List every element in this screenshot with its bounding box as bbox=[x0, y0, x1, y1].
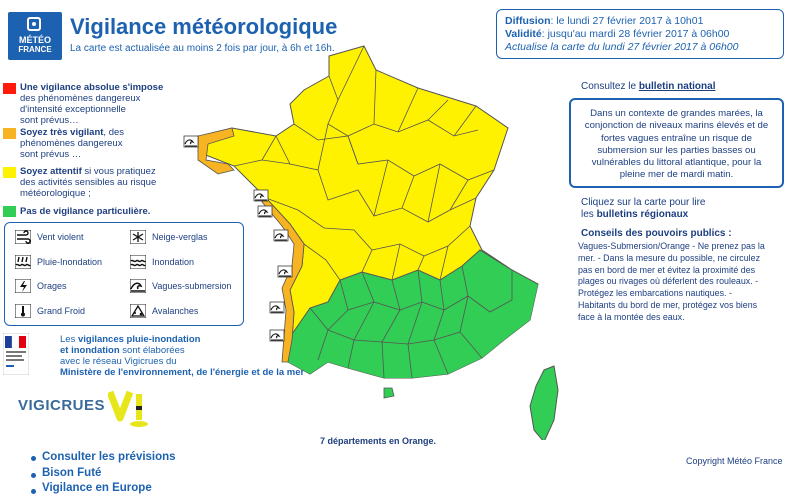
regional-bulletins bbox=[581, 197, 706, 221]
page-subtitle: La carte est actualisée au moins 2 fois par jour, à 6h et 16h. bbox=[70, 43, 335, 54]
map-andorra-area bbox=[384, 388, 394, 398]
regional-pre: les bbox=[581, 209, 597, 220]
validite-value: : jusqu'au mardi 28 février 2017 à 06h00 bbox=[541, 28, 730, 40]
conseils-line: face à la montée des eaux. bbox=[578, 311, 685, 322]
legend-orange-tail: , des bbox=[103, 127, 125, 138]
legend-red-line3: sont prévus… bbox=[20, 115, 79, 126]
logo-mark-icon bbox=[27, 17, 41, 31]
thermometer-icon bbox=[15, 304, 31, 318]
conseils-text bbox=[578, 241, 790, 324]
vigicrues-logo-text[interactable]: VIGICRUES bbox=[18, 397, 106, 414]
wave-submersion-icon bbox=[130, 279, 146, 293]
phenomenon-label: Inondation bbox=[152, 257, 195, 267]
validite-label: Validité bbox=[505, 28, 542, 40]
vigicrues-logo-mark[interactable] bbox=[108, 388, 156, 430]
diffusion-value: : le lundi 27 février 2017 à 10h01 bbox=[550, 15, 704, 27]
rain-flood-icon bbox=[15, 255, 31, 269]
ministry-line1-bold: vigilances pluie-inondation bbox=[77, 334, 201, 345]
legend-orange-line2: sont prévus … bbox=[20, 149, 82, 160]
phenomenon-rain-flood bbox=[15, 255, 102, 269]
flood-icon bbox=[130, 255, 146, 269]
ministry-line4: Ministère de l'environnement, de l'énergie et de la mer bbox=[60, 367, 305, 378]
conseils-line: Habitants du bord de mer, protégez vos biens bbox=[578, 299, 758, 310]
national-summary-box bbox=[569, 98, 784, 188]
diffusion-line bbox=[505, 15, 775, 28]
meteo-france-logo[interactable] bbox=[8, 12, 62, 60]
snow-ice-icon bbox=[130, 230, 146, 244]
legend-yellow-text bbox=[20, 166, 156, 199]
consult-national bbox=[581, 81, 715, 92]
logo-text-line1: MÉTÉO bbox=[18, 35, 51, 45]
legend-red-line2: d'intensité exceptionnelle bbox=[20, 104, 126, 115]
avalanche-icon bbox=[130, 304, 146, 318]
conseils-line: Vagues-Submersion/Orange - Ne prenez pas la bbox=[578, 241, 765, 251]
link-vigilance-europe[interactable]: Vigilance en Europe bbox=[42, 482, 152, 494]
legend-yellow-line1: des activités sensibles au risque bbox=[20, 177, 157, 188]
page-title: Vigilance météorologique bbox=[70, 14, 338, 39]
phenomenon-wind bbox=[15, 230, 84, 244]
phenomenon-label: Orages bbox=[37, 281, 67, 291]
legend-yellow-title: Soyez attentif bbox=[20, 166, 82, 177]
phenomenon-label: Neige-verglas bbox=[152, 232, 208, 242]
conseils-line: plages ou rivages où déferlent des rouleaux. - bbox=[578, 276, 759, 287]
legend-green-text bbox=[20, 206, 150, 217]
copyright: Copyright Météo France bbox=[686, 456, 783, 466]
ministry-line2-rest: sont élaborées bbox=[119, 345, 185, 356]
legend-orange-swatch bbox=[3, 128, 16, 139]
logo-text-line2: FRANCE bbox=[18, 45, 52, 54]
conseils-line: Protégez les embarcations nautiques. - bbox=[578, 288, 732, 299]
legend-yellow-swatch bbox=[3, 167, 16, 178]
actualise-line: Actualise la carte du lundi 27 février 2017 à 06h00 bbox=[505, 41, 739, 53]
conseils-title: Conseils des pouvoirs publics : bbox=[581, 228, 732, 239]
legend-red-text bbox=[20, 82, 163, 126]
link-consulter-previsions[interactable]: Consulter les prévisions bbox=[42, 451, 176, 463]
legend-orange-line1: phénomènes dangereux bbox=[20, 138, 123, 149]
legend-red-line1: des phénomènes dangereux bbox=[20, 93, 141, 104]
bullet-icon bbox=[31, 473, 36, 478]
storm-icon bbox=[15, 279, 31, 293]
france-vigilance-map[interactable] bbox=[178, 40, 562, 440]
legend-green-title: Pas de vigilance particulière. bbox=[20, 206, 151, 217]
phenomenon-cold bbox=[15, 304, 85, 318]
bullet-icon bbox=[31, 489, 36, 494]
regional-bulletins-link[interactable]: bulletins régionaux bbox=[596, 209, 689, 220]
conseils-line: pas en bord de mer et évitez la proximité des bbox=[578, 264, 756, 275]
legend-yellow-line2: météorologique ; bbox=[20, 188, 91, 199]
legend-red-title: Une vigilance absolue s'impose bbox=[20, 82, 164, 93]
bullet-icon bbox=[31, 456, 36, 461]
link-bison-fute[interactable]: Bison Futé bbox=[42, 467, 102, 479]
phenomenon-label: Vagues-submersion bbox=[152, 281, 232, 291]
phenomenon-storm bbox=[15, 279, 67, 293]
map-corsica[interactable] bbox=[530, 366, 558, 440]
wind-icon bbox=[15, 230, 31, 244]
republique-francaise-logo bbox=[3, 333, 29, 375]
ministry-line1-pre: Les bbox=[60, 334, 78, 345]
ministry-line3: avec le réseau Vigicrues du bbox=[60, 356, 177, 367]
legend-green-swatch bbox=[3, 206, 16, 217]
legend-red-swatch bbox=[3, 83, 16, 94]
regional-line1: Cliquez sur la carte pour lire bbox=[581, 197, 706, 208]
phenomenon-label: Avalanches bbox=[152, 306, 199, 316]
phenomenon-label: Grand Froid bbox=[37, 306, 86, 316]
legend-orange-title: Soyez très vigilant bbox=[20, 127, 104, 138]
phenomenon-label: Pluie-Inondation bbox=[37, 257, 103, 267]
diffusion-label: Diffusion bbox=[505, 15, 551, 27]
national-summary-text: Dans un contexte de grandes marées, la conjonction de niveaux marins élevés et de fortes vagues entraîne un risque de submersion sur les parties basses ou vulnérables du littoral atlantique, pour la pleine mer de mardi matin. bbox=[584, 108, 769, 181]
phenomenon-label: Vent violent bbox=[37, 232, 84, 242]
consult-pre: Consultez le bbox=[581, 81, 639, 92]
ministry-line2-bold: et inondation bbox=[60, 345, 120, 356]
legend-yellow-tail: si vous pratiquez bbox=[81, 166, 156, 177]
bulletin-national-link[interactable]: bulletin national bbox=[638, 81, 716, 92]
conseils-line: mer. - Dans la mesure du possible, ne circulez bbox=[578, 252, 761, 263]
legend-orange-text bbox=[20, 127, 124, 160]
orange-count-note: 7 départements en Orange. bbox=[320, 436, 437, 446]
